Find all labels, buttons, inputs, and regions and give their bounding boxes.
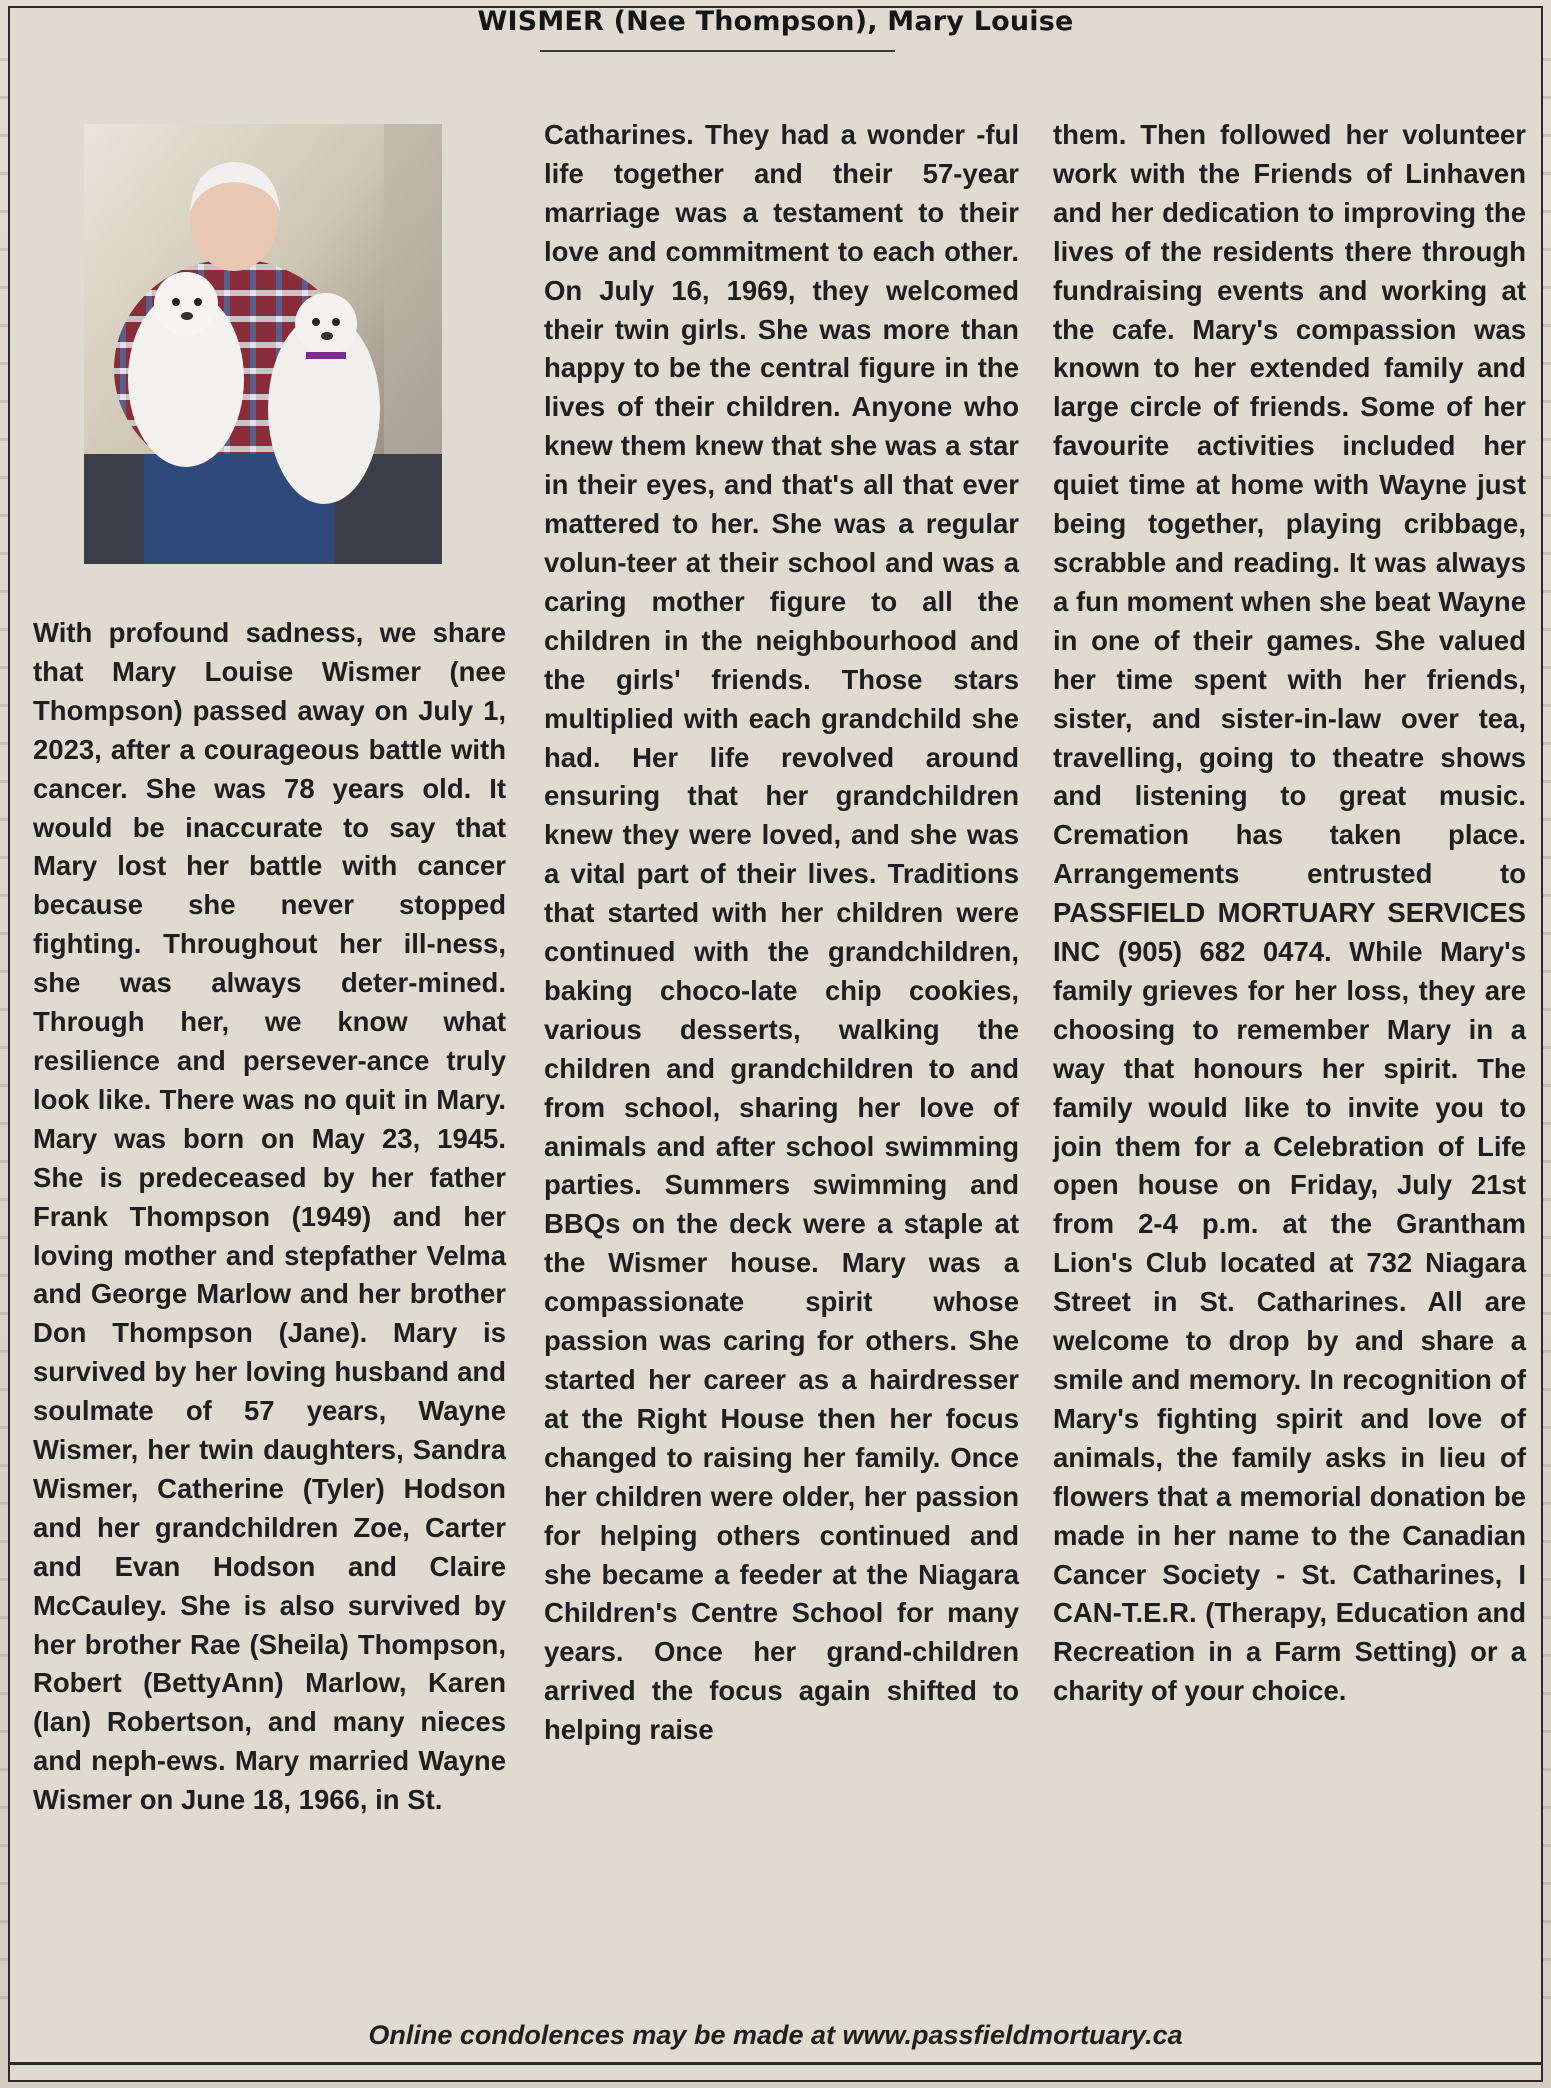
bottom-rule <box>8 2062 1543 2065</box>
obituary-title: WISMER (Nee Thompson), Mary Louise <box>477 6 1074 37</box>
title-underline <box>540 50 895 52</box>
obituary-column-1: With profound sadness, we share that Mary Louise Wismer (nee Thompson) passed away on July 1, 2023, after a courageous battle with cancer. She was 78 years old. It would be inaccurate to say that Mary lost her battle with cancer because she never stopped fighting. Throughout her ill-ness, she was always deter-mined. Through her, we know what resilience and persever-ance truly look like. There was no quit in Mary. Mary was born on May 23, 1945. She is predeceased by her father Frank Thompson (1949) and her loving mother and stepfather Velma and George Marlow and her brother Don Thompson (Jane). Mary is survived by her loving husband and soulmate of 57 years, Wayne Wismer, her twin daughters, Sandra Wismer, Catherine (Tyler) Hodson and her grandchildren Zoe, Carter and Evan Hodson and Claire McCauley. She is also survived by her brother Rae (Sheila) Thompson, Robert (BettyAnn) Marlow, Karen (Ian) Robertson, and many nieces and neph-ews. Mary married Wayne Wismer on June 18, 1966, in St. <box>33 617 506 1816</box>
obituary-photo <box>84 124 442 564</box>
portrait-illustration <box>84 124 442 564</box>
obituary-column-3: them. Then followed her volunteer work with the Friends of Linhaven and her dedication to improving the lives of the residents there through fundraising events and working at the cafe. Mary's compassion was known to her extended family and large circle of friends. Some of her favourite activities included her quiet time at home with Wayne just being together, playing cribbage, scrabble and reading. It was always a fun moment when she beat Wayne in one of their games. She valued her time spent with her friends, sister, and sister-in-law over tea, travelling, going to theatre shows and listening to great music. Cremation has taken place. Arrangements entrusted to PASSFIELD MORTUARY SERVICES INC (905) 682 0474. While Mary's family grieves for her loss, they are choosing to remember Mary in a way that honours her spirit. The family would like to invite you to join them for a Celebration of Life open house on Friday, July 21st from 2-4 p.m. at the Grantham Lion's Club located at 732 Niagara Street in St. Catharines. All are welcome to drop by and share a smile and memory. In recognition of Mary's fighting spirit and love of animals, the family asks in lieu of flowers that a memorial donation be made in her name to the Canadian Cancer Society - St. Catharines, I CAN-T.E.R. (Therapy, Education and Recreation in a Farm Setting) or a charity of your choice. <box>1053 119 1526 1707</box>
obituary-column-2: Catharines. They had a wonder -ful life together and their 57-year marriage was a testament to their love and commitment to each other. On July 16, 1969, they welcomed their twin girls. She was more than happy to be the central figure in the lives of their children. Anyone who knew them knew that she was a star in their eyes, and that's all that ever mattered to her. She was a regular volun-teer at their school and was a caring mother figure to all the children in the neighbourhood and the girls' friends. Those stars multiplied with each grandchild she had. Her life revolved around ensuring that her grandchildren knew they were loved, and she was a vital part of their lives. Traditions that started with her children were continued with the grandchildren, baking choco-late chip cookies, various desserts, walking the children and grandchildren to and from school, sharing her love of animals and after school swimming parties. Summers swimming and BBQs on the deck were a staple at the Wismer house. Mary was a compassionate spirit whose passion was caring for others. She started her career as a hairdresser at the Right House then her focus changed to raising her family. Once her children were older, her passion for helping others continued and she became a feeder at the Niagara Children's Centre School for many years. Once her grand-children arrived the focus again shifted to helping raise <box>544 119 1019 1746</box>
condolences-line: Online condolences may be made at www.passfieldmortuary.ca <box>368 2020 1183 2050</box>
